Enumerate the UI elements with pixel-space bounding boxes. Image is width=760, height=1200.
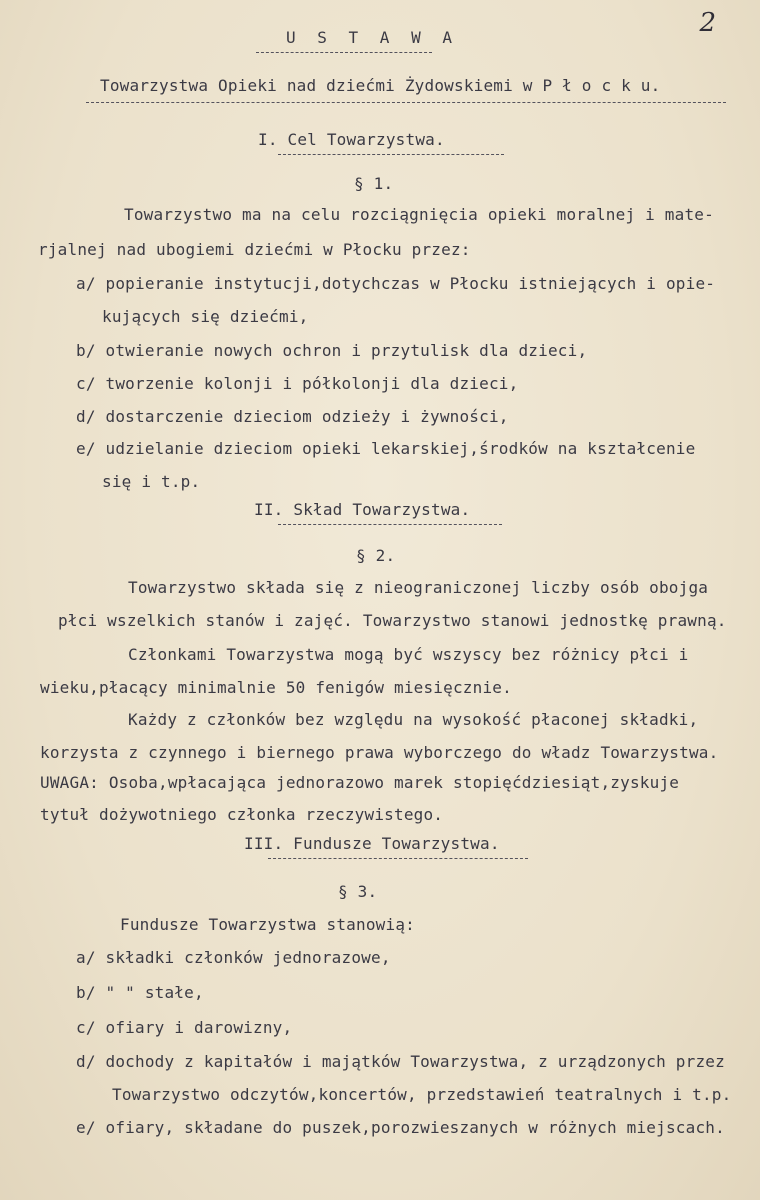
body-line: wieku,płacący minimalnie 50 fenigów miesięcznie. [40,678,512,697]
list-item-c: c/ tworzenie kolonji i półkolonji dla dzieci, [76,374,519,393]
body-line: Członkami Towarzystwa mogą być wszyscy bez różnicy płci i [128,645,689,664]
section-heading-2: II. Skład Towarzystwa. [254,500,471,519]
list-item-e: e/ udzielanie dzieciom opieki lekarskiej,środków na kształcenie [76,439,696,458]
list-item-d: d/ dostarczenie dzieciom odzieży i żywności, [76,407,509,426]
section-heading-1: I. Cel Towarzystwa. [258,130,445,149]
list-item-b: b/ otwieranie nowych ochron i przytulisk dla dzieci, [76,341,588,360]
list-item-a: a/ popieranie instytucji,dotychczas w Płocku istniejących i opie- [76,274,716,293]
title-underline [256,52,432,53]
paragraph-number-2: § 2. [356,546,396,565]
body-line: Fundusze Towarzystwa stanowią: [120,915,415,934]
body-line: Towarzystwo ma na celu rozciągnięcia opieki moralnej i mate- [124,205,714,224]
list-item-e: e/ ofiary, składane do puszek,porozwieszanych w różnych miejscach. [76,1118,725,1137]
list-item-d: d/ dochody z kapitałów i majątków Towarzystwa, z urządzonych przez [76,1052,725,1071]
note-line: UWAGA: Osoba,wpłacająca jednorazowo marek stopięćdziesiąt,zyskuje [40,773,680,792]
paragraph-number-1: § 1. [354,174,394,193]
section-heading-3-underline [268,858,528,859]
body-line: się i t.p. [102,472,201,491]
subtitle-underline [86,102,726,103]
list-item-c: c/ ofiary i darowizny, [76,1018,293,1037]
body-line: tytuł dożywotniego członka rzeczywistego. [40,805,444,824]
page-number: 2 [699,8,716,38]
document-title: U S T A W A [286,28,458,47]
section-heading-2-underline [278,524,502,525]
body-line: Towarzystwo składa się z nieograniczonej liczby osób obojga [128,578,709,597]
body-line: korzysta z czynnego i biernego prawa wyborczego do władz Towarzystwa. [40,743,719,762]
paragraph-number-3: § 3. [338,882,378,901]
body-line: kujących się dziećmi, [102,307,309,326]
body-line: rjalnej nad ubogiemi dziećmi w Płocku przez: [38,240,471,259]
body-line: płci wszelkich stanów i zajęć. Towarzystwo stanowi jednostkę prawną. [58,611,727,630]
list-item-b: b/ " " stałe, [76,983,204,1002]
body-line: Każdy z członków bez względu na wysokość płaconej składki, [128,710,699,729]
document-subtitle: Towarzystwa Opieki nad dziećmi Żydowskiemi w P ł o c k u. [100,76,661,95]
list-item-a: a/ składki członków jednorazowe, [76,948,391,967]
section-heading-3: III. Fundusze Towarzystwa. [244,834,500,853]
section-heading-1-underline [278,154,504,155]
body-line: Towarzystwo odczytów,koncertów, przedstawień teatralnych i t.p. [112,1085,732,1104]
